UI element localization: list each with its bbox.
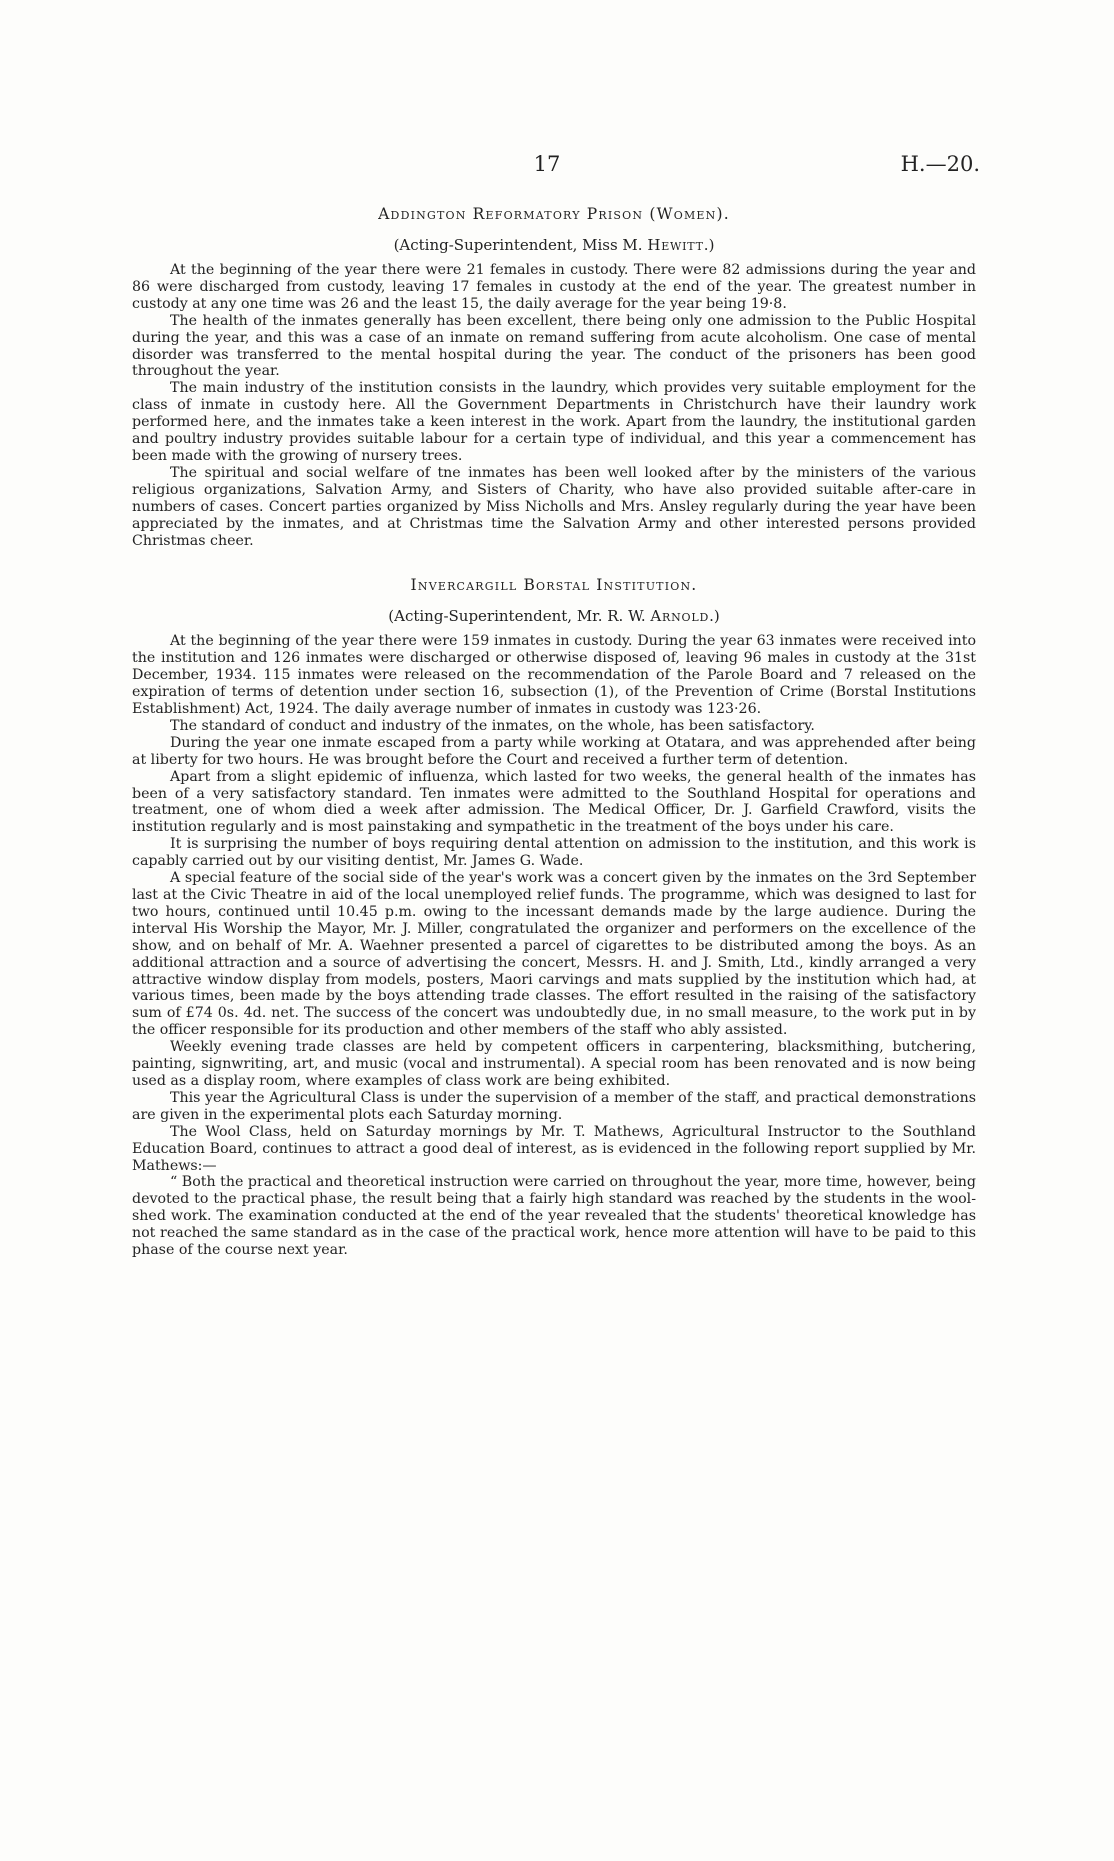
superintendent-name: Hewitt (647, 236, 704, 254)
paragraph: This year the Agricultural Class is under the supervision of a member of the staff, and practical demonstrations are given in the experimental plots each Saturday morning. (132, 1089, 976, 1123)
page-body (132, 205, 976, 1259)
document-reference: H.—20. (900, 152, 980, 176)
paragraph: The main industry of the institution consists in the laundry, which provides very suitable employment for the class of inmate in custody here. All the Government Departments in Christchurch have their laundry work performed here, and the inmates take a keen interest in the work. Apart from the laundry, the institutional garden and poultry industry provides suitable labour for a certain type of individual, and this year a commencement has been made with the growing of nursery trees. (132, 380, 976, 464)
section-addington (132, 205, 976, 549)
section-title: Invercargill Borstal Institution. (410, 576, 698, 595)
paragraph: A special feature of the social side of the year's work was a concert given by the inmates on the 3rd September last at the Civic Theatre in aid of the local unemployed relief funds. The programme, which was designed to last for two hours, continued until 10.45 p.m. owing to the incessant demands made by the large audience. During the interval His Worship the Mayor, Mr. J. Miller, congratulated the organizer and performers on the excellence of the show, and on behalf of Mr. A. Waehner presented a parcel of cigarettes to be distributed among the boys. As an additional attraction and a source of advertising the concert, Messrs. H. and J. Smith, Ltd., kindly arranged a very attractive window display from models, posters, Maori carvings and mats supplied by the institution which had, at various times, been made by the boys attending trade classes. The effort resulted in the raising of the satisfactory sum of £74 0s. 4d. net. The success of the concert was undoubtedly due, in no small measure, to the work put in by the officer responsible for its production and other members of the staff who ably assisted. (132, 870, 976, 1039)
superintendent-suffix: .) (703, 236, 715, 254)
superintendent-name: Arnold (650, 607, 710, 626)
section-spacer (132, 549, 976, 574)
section-superintendent (132, 236, 976, 254)
page-number: 17 (533, 152, 561, 176)
quoted-report-paragraph: “ Both the practical and theoretical instruction were carried on throughout the year, more time, however, being devoted to the practical phase, the result being that a fairly high standard was reached by the students in the wool-shed work. The examination conducted at the end of the year revealed that the students' theoretical knowledge has not reached the same standard as in the case of the practical work, hence more attention will have to be paid to this phase of the course next year. (132, 1174, 976, 1259)
superintendent-prefix: (Acting-Superintendent, Miss M. (393, 236, 648, 254)
paragraph: The health of the inmates generally has been excellent, there being only one admission to the Public Hospital during the year, and this was a case of an inmate on remand suffering from acute alcoholism. One case of mental disorder was transferred to the mental hospital during the year. The conduct of the prisoners has been good throughout the year. (132, 312, 976, 380)
paragraph: Weekly evening trade classes are held by competent officers in carpentering, blacksmithing, butchering, painting, signwriting, art, and music (vocal and instrumental). A special room has been renovated and is now being used as a display room, where examples of class work are being exhibited. (132, 1039, 976, 1089)
section-invercargill (132, 576, 976, 1259)
superintendent-suffix: .) (709, 607, 720, 626)
superintendent-prefix: (Acting-Superintendent, Mr. R. W. (388, 607, 651, 626)
paragraph: Apart from a slight epidemic of influenza, which lasted for two weeks, the general health of the inmates has been of a very satisfactory standard. Ten inmates were admitted to the Southland Hospital for operations and treatment, one of whom died a week after admission. The Medical Officer, Dr. J. Garfield Crawford, visits the institution regularly and is most painstaking and sympathetic in the treatment of the boys under his care. (132, 768, 976, 836)
section-superintendent (132, 607, 976, 625)
paragraph: The spiritual and social welfare of tne inmates has been well looked after by the ministers of the various religious organizations, Salvation Army, and Sisters of Charity, who have also provided suitable after-care in numbers of cases. Concert parties organized by Miss Nicholls and Mrs. Ansley regularly during the year have been appreciated by the inmates, and at Christmas time the Salvation Army and other interested persons provided Christmas cheer. (132, 464, 976, 549)
section-title: Addington Reformatory Prison (Women). (378, 205, 730, 223)
paragraph: At the beginning of the year there were 159 inmates in custody. During the year 63 inmates were received into the institution and 126 inmates were discharged or otherwise disposed of, leaving 96 males in custody at the 31st December, 1934. 115 inmates were released on the recommendation of the Parole Board and 7 released on the expiration of terms of detention under section 16, subsection (1), of the Prevention of Crime (Borstal Institutions Establishment) Act, 1924. The daily average number of inmates in custody was 123·26. (132, 633, 976, 718)
paragraph: The Wool Class, held on Saturday mornings by Mr. T. Mathews, Agricultural Instructor to the Southland Education Board, continues to attract a good deal of interest, as is evidenced in the following report supplied by Mr. Mathews:— (132, 1123, 976, 1174)
paragraph: At the beginning of the year there were 21 females in custody. There were 82 admissions during the year and 86 were discharged from custody, leaving 17 females in custody at the end of the year. The greatest number in custody at any one time was 26 and the least 15, the daily average for the year being 19·8. (132, 262, 976, 312)
paragraph: It is surprising the number of boys requiring dental attention on admission to the institution, and this work is capably carried out by our visiting dentist, Mr. James G. Wade. (132, 836, 976, 870)
paragraph: The standard of conduct and industry of the inmates, on the whole, has been satisfactory. (170, 717, 815, 734)
paragraph: During the year one inmate escaped from a party while working at Otatara, and was apprehended after being at liberty for two hours. He was brought before the Court and received a further term of detention. (132, 734, 976, 768)
